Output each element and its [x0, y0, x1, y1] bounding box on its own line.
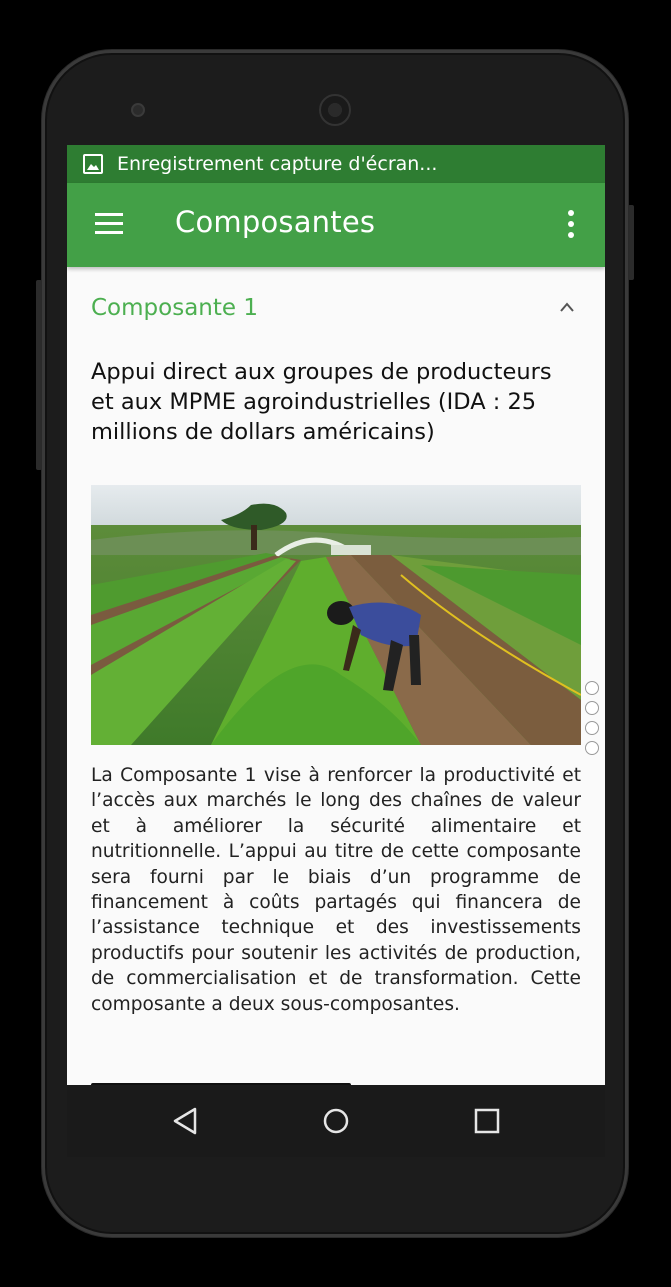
content-scroll-area[interactable] — [67, 267, 605, 1085]
page-dot[interactable] — [585, 741, 599, 755]
square-recents-icon[interactable] — [469, 1103, 505, 1139]
component-description: La Composante 1 vise à renforcer la productivité et l’accès aux marchés le long des chaînes de valeur et à améliorer la sécurité alimentaire et nutritionnelle. L’appui au titre de cette composante sera fourni par le biais d’un programme de financement à coûts partagés qui financera de l’assistance technique et des investissements productifs pour soutenir les activités de production, de commercialisation et de transformation. Cette composante a deux sous-composantes. — [91, 765, 581, 1015]
page-dot[interactable] — [585, 681, 599, 695]
more-vert-icon[interactable] — [563, 210, 577, 240]
phone-side-button-right — [628, 205, 634, 280]
hamburger-menu-icon[interactable] — [95, 213, 123, 235]
page-dot[interactable] — [585, 701, 599, 715]
status-bar — [67, 145, 605, 183]
app-bar — [67, 183, 605, 267]
next-heading-partial — [91, 1075, 391, 1085]
front-camera — [131, 103, 145, 117]
page-indicator — [585, 681, 601, 761]
navigation-bar — [67, 1085, 605, 1157]
earpiece-speaker — [319, 94, 351, 126]
page-title: Composantes — [175, 205, 376, 239]
image-icon — [83, 154, 103, 174]
accordion-header-composante-1[interactable] — [91, 295, 581, 325]
field-photo — [91, 485, 581, 745]
chevron-up-icon[interactable] — [559, 299, 575, 315]
page-dot[interactable] — [585, 721, 599, 735]
circle-home-icon[interactable] — [318, 1103, 354, 1139]
status-notification-text: Enregistrement capture d'écran... — [117, 153, 438, 175]
component-heading: Appui direct aux groupes de producteurs et aux MPME agroindustrielles (IDA : 25 millions de dollars américains) — [91, 359, 552, 445]
accordion-title: Composante 1 — [91, 295, 258, 321]
triangle-back-icon[interactable] — [167, 1103, 203, 1139]
device-screen — [67, 145, 605, 1157]
